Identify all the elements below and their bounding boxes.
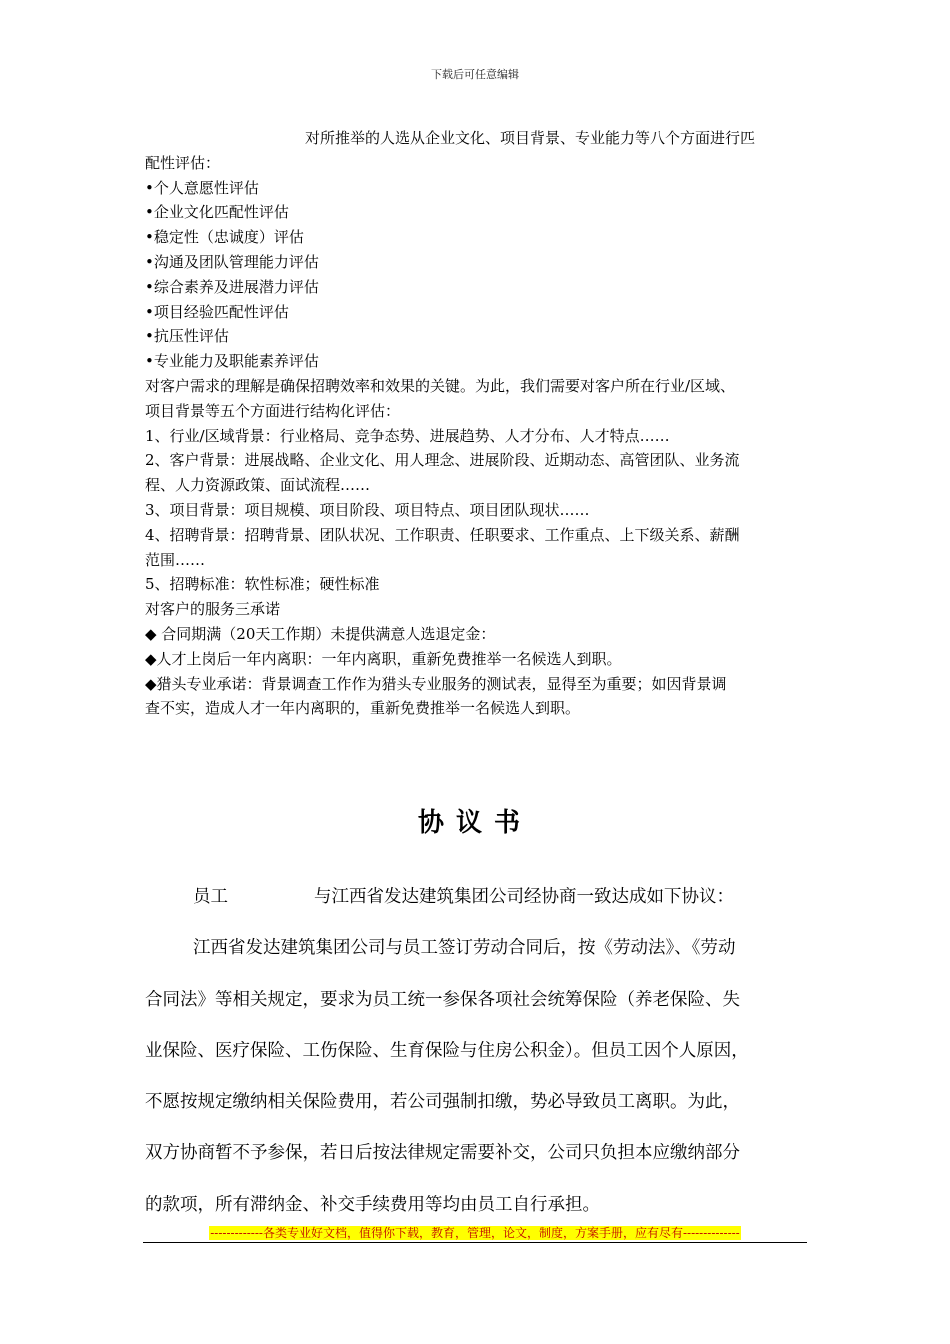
bullet-item: •沟通及团队管理能力评估 (145, 252, 319, 271)
numbered-item-cont: 范围…… (145, 550, 206, 569)
agreement-line: 合同法》等相关规定，要求为员工统一参保各项社会统筹保险（养老保险、失 (145, 989, 740, 1010)
agreement-body (145, 872, 825, 1231)
client-needs-line: 项目背景等五个方面进行结构化评估： (145, 401, 401, 420)
bullet-item: •项目经验匹配性评估 (145, 302, 289, 321)
agreement-line: 双方协商暂不予参保，若日后按法律规定需要补交，公司只负担本应缴纳部分 (145, 1143, 740, 1164)
numbered-item: 1、行业/区域背景：行业格局、竞争态势、进展趋势、人才分布、人才特点…… (145, 426, 670, 445)
bullet-item: •稳定性（忠诚度）评估 (145, 228, 304, 247)
agreement-line: 江西省发达建筑集团公司与员工签订劳动合同后，按《劳动法》、《劳动 (193, 938, 736, 959)
employee-label: 员工 (193, 887, 228, 907)
commitment-item-cont: 查不实，造成人才一年内离职的，重新免费推举一名候选人到职。 (145, 699, 581, 718)
bullet-item: •企业文化匹配性评估 (145, 203, 289, 222)
numbered-item: 5、招聘标准：软性标准；硬性标准 (145, 575, 380, 594)
numbered-item: 3、项目背景：项目规模、项目阶段、项目特点、项目团队现状…… (145, 500, 590, 519)
bullet-item: •综合素养及进展潜力评估 (145, 277, 319, 296)
numbered-item: 4、招聘背景：招聘背景、团队状况、工作职责、任职要求、工作重点、上下级关系、薪酬 (145, 525, 740, 544)
commitment-item: ◆人才上岗后一年内离职：一年内离职，重新免费推举一名候选人到职。 (145, 649, 622, 668)
intro-line: 配性评估： (145, 153, 221, 172)
bullet-item: •抗压性评估 (145, 327, 229, 346)
agreement-line: 的款项，所有滞纳金、补交手续费用等均由员工自行承担。 (145, 1194, 600, 1215)
agreement-intro-text: 与江西省发达建筑集团公司经协商一致达成如下协议： (314, 887, 734, 907)
commitment-item: ◆猎头专业承诺：背景调查工作作为猎头专业服务的测试表，显得至为重要；如因背景调 (145, 674, 727, 693)
recruitment-section (145, 126, 810, 721)
agreement-line: 业保险、医疗保险、工伤保险、生育保险与住房公积金）。但员工因个人原因， (145, 1040, 749, 1061)
numbered-item: 2、客户背景：进展战略、企业文化、用人理念、进展阶段、近期动态、高管团队、业务流 (145, 451, 740, 470)
header-note: 下载后可任意编辑 (431, 68, 519, 81)
client-needs-line: 对客户需求的理解是确保招聘效率和效果的关键。为此，我们需要对客户所在行业/区域、 (145, 376, 736, 395)
bullet-item: •个人意愿性评估 (145, 178, 259, 197)
footer-divider (143, 1242, 807, 1243)
intro-line: 对所推举的人选从企业文化、项目背景、专业能力等八个方面进行匹 (305, 129, 756, 147)
agreement-intro-line (145, 872, 825, 923)
footer-banner (0, 1222, 950, 1241)
numbered-item-cont: 程、人力资源政策、面试流程…… (145, 476, 371, 495)
agreement-line: 不愿按规定缴纳相关保险费用，若公司强制扣缴，势必导致员工离职。为此， (145, 1092, 740, 1113)
footer-banner-text: -------------各类专业好文档，值得你下载，教育，管理，论文，制度，方案手册，应有尽有-------------- (210, 1226, 740, 1240)
commitments-heading: 对客户的服务三承诺 (145, 600, 281, 619)
commitment-item: ◆ 合同期满（20天工作期）未提供满意人选退定金： (145, 624, 496, 643)
bullet-item: •专业能力及职能素养评估 (145, 352, 319, 371)
agreement-title: 协议书 (417, 808, 532, 838)
